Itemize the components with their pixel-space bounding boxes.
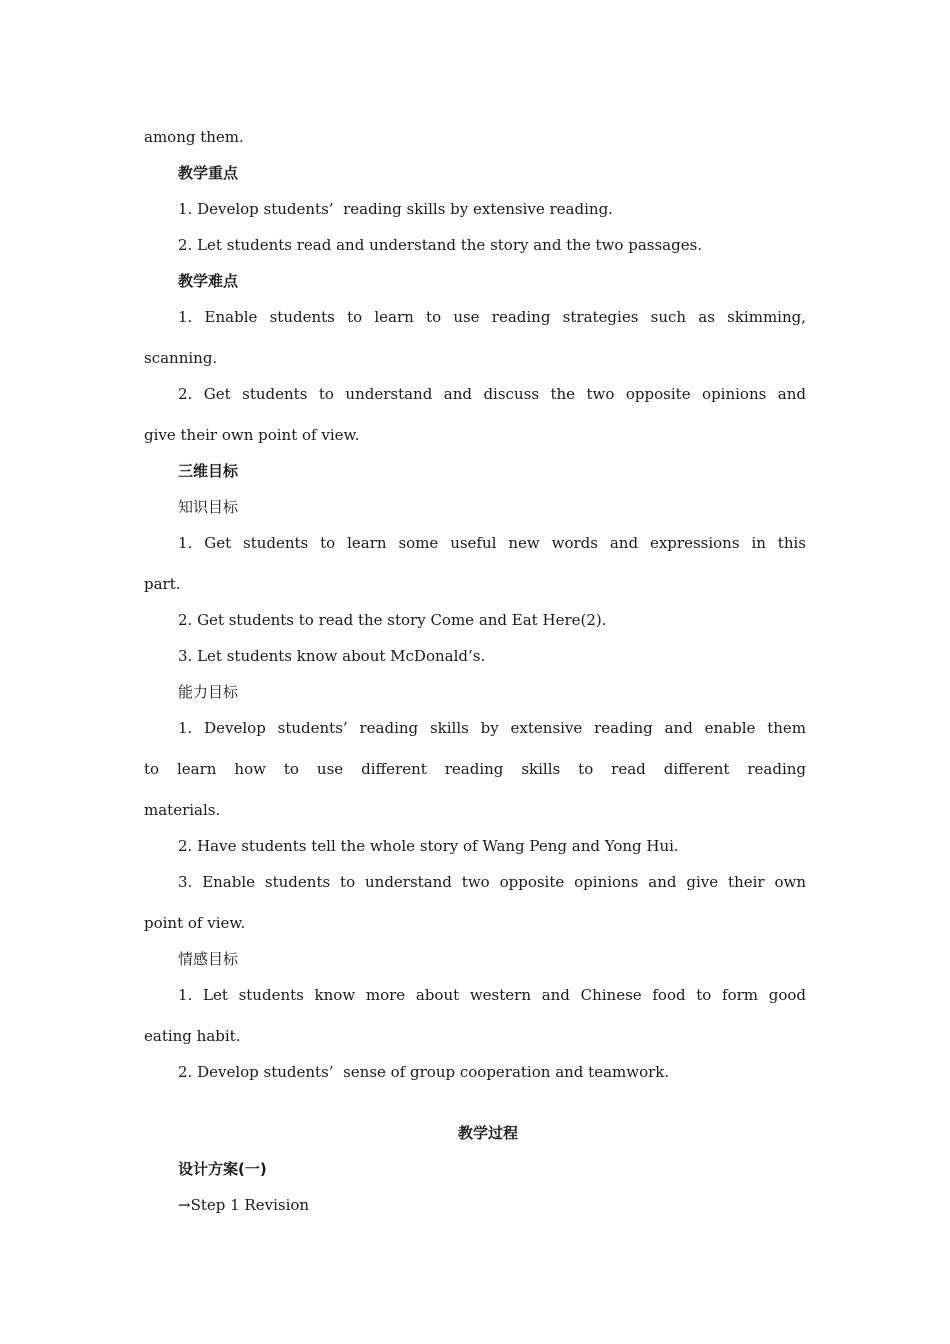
key-point-item: 2. Let students read and understand the story and the two passages. xyxy=(178,236,703,254)
design-plan-heading: 设计方案(一) xyxy=(178,1160,267,1178)
ability-objective-item-continued: to learn how to use different reading skills to read different reading xyxy=(144,760,806,778)
difficulty-item-continued: scanning. xyxy=(144,349,218,367)
difficulty-item: 1. Enable students to learn to use reading strategies such as skimming, xyxy=(178,308,806,326)
emotional-objective-item: 2. Develop students’ sense of group cooperation and teamwork. xyxy=(178,1063,670,1081)
step-heading: →Step 1 Revision xyxy=(178,1196,310,1214)
section-heading-key-points: 教学重点 xyxy=(178,164,239,182)
knowledge-objective-item-continued: part. xyxy=(144,575,181,593)
ability-objective-item: 3. Enable students to understand two opposite opinions and give their own xyxy=(178,873,806,891)
section-heading-difficulties: 教学难点 xyxy=(178,272,239,290)
ability-objective-item: 2. Have students tell the whole story of Wang Peng and Yong Hui. xyxy=(178,837,679,855)
ability-objective-item-continued: point of view. xyxy=(144,914,246,932)
body-text: among them. xyxy=(144,128,244,146)
subheading-knowledge-objectives: 知识目标 xyxy=(178,498,239,516)
ability-objective-item: 1. Develop students’ reading skills by extensive reading and enable them xyxy=(178,719,806,737)
subheading-emotional-objectives: 情感目标 xyxy=(178,950,239,968)
ability-objective-item-continued: materials. xyxy=(144,801,221,819)
difficulty-item: 2. Get students to understand and discuss the two opposite opinions and xyxy=(178,385,806,403)
knowledge-objective-item: 1. Get students to learn some useful new words and expressions in this xyxy=(178,534,806,552)
knowledge-objective-item: 2. Get students to read the story Come and Eat Here(2). xyxy=(178,611,607,629)
emotional-objective-item: 1. Let students know more about western and Chinese food to form good xyxy=(178,986,806,1004)
key-point-item: 1. Develop students’ reading skills by extensive reading. xyxy=(178,200,613,218)
emotional-objective-item-continued: eating habit. xyxy=(144,1027,241,1045)
section-heading-objectives: 三维目标 xyxy=(178,462,239,480)
section-heading-teaching-process: 教学过程 xyxy=(458,1124,519,1142)
difficulty-item-continued: give their own point of view. xyxy=(144,426,360,444)
subheading-ability-objectives: 能力目标 xyxy=(178,683,239,701)
knowledge-objective-item: 3. Let students know about McDonald’s. xyxy=(178,647,486,665)
